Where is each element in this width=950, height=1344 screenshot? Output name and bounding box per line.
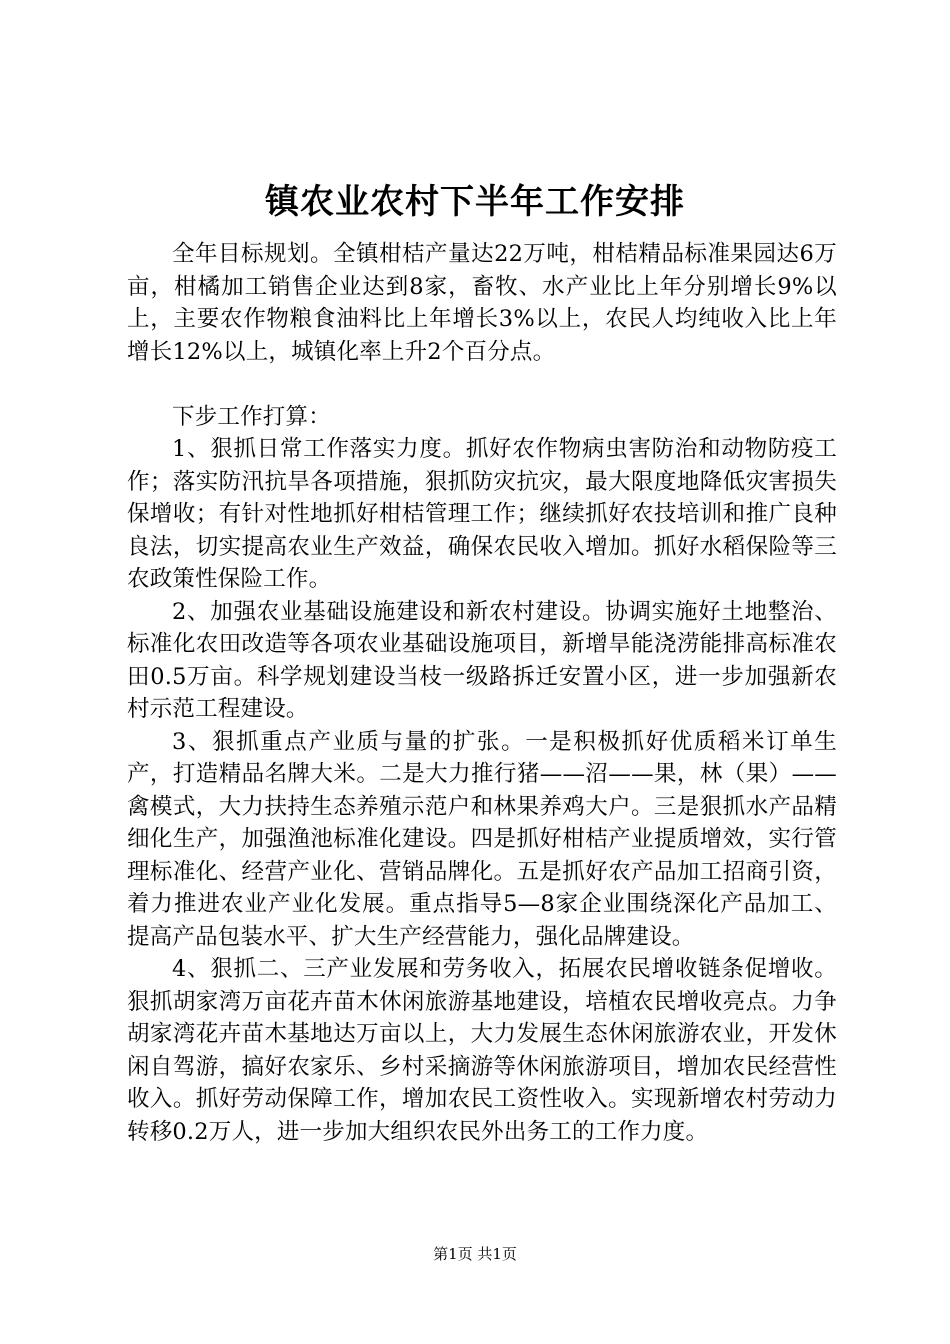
paragraph-spacer <box>127 368 837 401</box>
paragraph-annual-goals: 全年目标规划。全镇柑桔产量达22万吨，柑桔精品标准果园达6万亩，柑橘加工销售企业达到8家，畜牧、水产业比上年分别增长9%以上，主要农作物粮食油料比上年增长3%以上，农民人均纯收入比上年增长12%以上，城镇化率上升2个百分点。 <box>127 241 837 365</box>
paragraph-next-steps-heading: 下步工作打算： <box>172 403 331 430</box>
paragraph-item-3: 3、狠抓重点产业质与量的扩张。一是积极抓好优质稻米订单生产，打造精品名牌大米。二是大力推行猪——沼——果，林（果）——禽模式，大力扶持生态养殖示范户和林果养鸡大户。三是狠抓水产品精细化生产，加强渔池标准化建设。四是抓好柑桔产业提质增效，实行管理标准化、经营产业化、营销品牌化。五是抓好农产品加工招商引资，着力推进农业产业化发展。重点指导5—8家企业围绕深化产品加工、提高产品包装水平、扩大生产经营能力，强化品牌建设。 <box>127 728 837 950</box>
paragraph-item-4: 4、狠抓二、三产业发展和劳务收入，拓展农民增收链条促增收。狠抓胡家湾万亩花卉苗木休闲旅游基地建设，培植农民增收亮点。力争胡家湾花卉苗木基地达万亩以上，大力发展生态休闲旅游农业，开发休闲自驾游，搞好农家乐、乡村采摘游等休闲旅游项目，增加农民经营性收入。抓好劳动保障工作，增加农民工资性收入。实现新增农村劳动力转移0.2万人，进一步加大组织农民外出务工的工作力度。 <box>127 956 837 1145</box>
document-title: 镇农业农村下半年工作安排 <box>265 182 685 222</box>
paragraph-item-1: 1、狠抓日常工作落实力度。抓好农作物病虫害防治和动物防疫工作；落实防汛抗旱各项措施，狠抓防灾抗灾，最大限度地降低灾害损失保增收；有针对性地抓好柑桔管理工作；继续抓好农技培训和推广良种良法，切实提高农业生产效益，确保农民收入增加。抓好水稻保险等三农政策性保险工作。 <box>127 436 837 592</box>
paragraph-item-2: 2、加强农业基础设施建设和新农村建设。协调实施好土地整治、标准化农田改造等各项农业基础设施项目，新增旱能浇涝能排高标准农田0.5万亩。科学规划建设当枝一级路拆迁安置小区，进一步加强新农村示范工程建设。 <box>127 598 837 722</box>
page-footer: 第1页 共1页 <box>433 1245 517 1263</box>
document-body <box>127 238 837 1148</box>
